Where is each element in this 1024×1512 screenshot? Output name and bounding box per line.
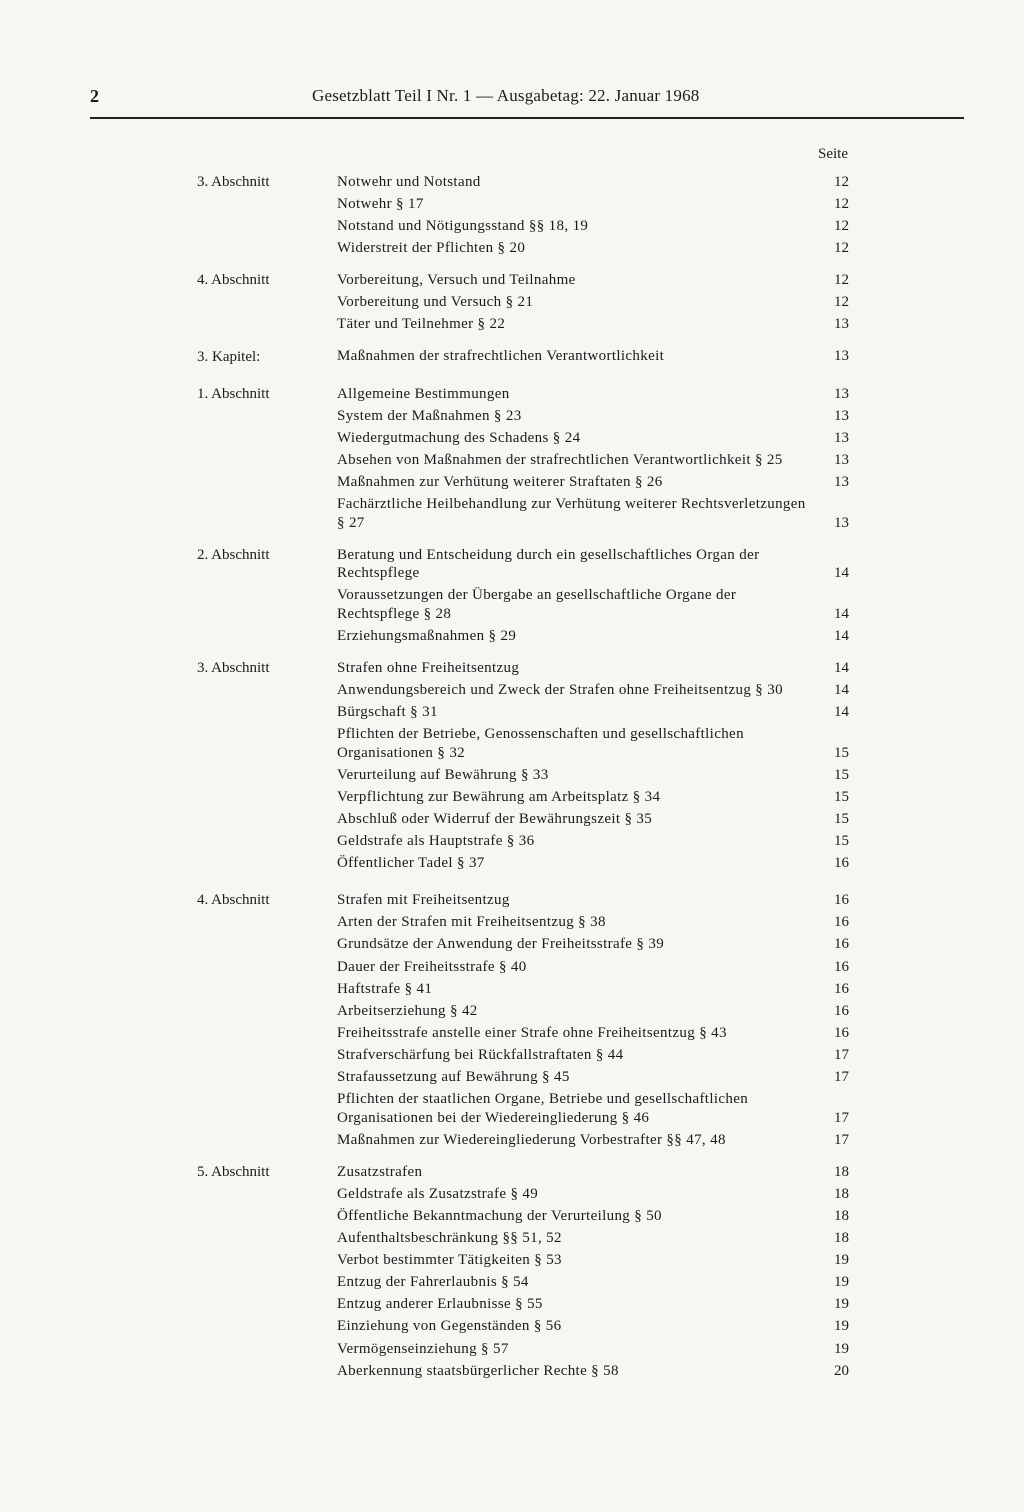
toc-entry [337,1294,849,1316]
entry-title: Voraussetzungen der Übergabe an gesellschaftliche Organe der Rechtspflege § 28 [337,587,737,622]
toc-entry [337,405,849,427]
entry-page-number: 13 [834,451,849,468]
section-label: 3. Abschnitt [197,174,270,190]
entry-page-number: 13 [834,407,849,424]
entry-page-number: 15 [834,833,849,850]
header-rule [90,117,964,119]
toc-entry [337,1088,849,1129]
entry-page-number: 14 [834,605,849,622]
toc-section [0,657,1024,874]
entry-page-number: 19 [834,1274,849,1291]
entry-title: Vorbereitung, Versuch und Teilnahme [337,272,576,289]
entry-page-number: 16 [834,1024,849,1041]
entry-title: Bürgschaft § 31 [337,704,438,721]
seite-column-label: Seite [818,146,848,162]
toc-section [0,889,1024,1151]
entry-page-number: 12 [834,195,849,212]
toc-entry [337,786,849,808]
entry-title: Erziehungsmaßnahmen § 29 [337,627,517,644]
entry-page-number: 14 [834,704,849,721]
toc-entry [337,1249,849,1271]
toc-entry [337,346,849,368]
entry-page-number: 12 [834,240,849,257]
entry-page-number: 20 [834,1362,849,1379]
entry-title: Vermögenseinziehung § 57 [337,1340,509,1357]
entry-page-number: 12 [834,173,849,190]
toc-entry [337,493,849,534]
entry-page-number: 17 [834,1131,849,1148]
section-label: 3. Abschnitt [197,660,270,677]
entry-title: Täter und Teilnehmer § 22 [337,316,506,333]
entry-title: Aufenthaltsbeschränkung §§ 51, 52 [337,1230,562,1247]
section-label: 2. Abschnitt [197,546,270,563]
toc-entry [337,1338,849,1360]
entry-title: Freiheitsstrafe anstelle einer Strafe ohne Freiheitsentzug § 43 [337,1024,727,1041]
entry-page-number: 17 [834,1046,849,1063]
entry-title: Geldstrafe als Zusatzstrafe § 49 [337,1185,539,1202]
entry-title: Verbot bestimmter Tätigkeiten § 53 [337,1252,562,1269]
entry-title: Beratung und Entscheidung durch ein gesellschaftliches Organ der Rechtspflege [337,546,760,582]
toc-section [0,1161,1024,1382]
section-label: 4. Abschnitt [197,892,270,909]
entry-page-number: 16 [834,958,849,975]
entry-title: Entzug der Fahrerlaubnis § 54 [337,1274,529,1291]
toc-entry [337,427,849,449]
entry-page-number: 17 [834,1068,849,1085]
entry-page-number: 19 [834,1340,849,1357]
toc-section [0,171,1024,259]
entry-title: Vorbereitung und Versuch § 21 [337,294,534,311]
entry-page-number: 12 [834,217,849,234]
entry-title: Pflichten der staatlichen Organe, Betriebe und gesellschaftlichen Organisationen bei der Wiedereingliederung § 46 [337,1091,749,1126]
toc-section [0,269,1024,335]
entry-page-number: 16 [834,855,849,872]
section-entries [337,171,849,259]
toc-entry [337,625,849,647]
toc-entry [337,889,849,911]
entry-page-number: 14 [834,681,849,698]
entry-title: Notwehr § 17 [337,195,424,212]
toc-entry [337,269,849,291]
entry-title: Strafaussetzung auf Bewährung § 45 [337,1068,570,1085]
entry-title: Allgemeine Bestimmungen [337,385,510,402]
section-entries [337,657,849,874]
entry-title: Fachärztliche Heilbehandlung zur Verhütung weiterer Rechtsverletzungen § 27 [337,496,806,531]
entry-title: Einziehung von Gegenständen § 56 [337,1318,562,1335]
entry-page-number: 16 [834,980,849,997]
entry-page-number: 19 [834,1318,849,1335]
entry-page-number: 13 [834,429,849,446]
toc-entry [337,852,849,874]
page-header [90,86,964,114]
section-entries [337,346,849,368]
toc-entry [337,1129,849,1151]
toc-entry [337,1205,849,1227]
entry-title: Zusatzstrafen [337,1163,423,1180]
entry-title: Notstand und Nötigungsstand §§ 18, 19 [337,217,589,234]
entry-page-number: 16 [834,914,849,931]
entry-page-number: 15 [834,810,849,827]
entry-page-number: 18 [834,1185,849,1202]
table-of-contents [0,171,1024,1392]
toc-entry [337,1316,849,1338]
entry-page-number: 19 [834,1252,849,1269]
toc-entry [337,764,849,786]
entry-page-number: 15 [834,766,849,783]
entry-page-number: 16 [834,1002,849,1019]
toc-section [0,544,1024,647]
entry-page-number: 17 [834,1109,849,1126]
section-label: 5. Abschnitt [197,1163,270,1180]
entry-title: Maßnahmen zur Wiedereingliederung Vorbestrafter §§ 47, 48 [337,1131,726,1148]
toc-entry [337,383,849,405]
section-entries [337,269,849,335]
entry-title: System der Maßnahmen § 23 [337,407,522,424]
toc-entry [337,544,849,585]
toc-entry [337,978,849,1000]
entry-page-number: 13 [834,316,849,333]
toc-entry [337,449,849,471]
entry-page-number: 12 [834,294,849,311]
page-number: 2 [90,86,99,106]
toc-entry [337,471,849,493]
toc-entry [337,657,849,679]
entry-title: Arbeitserziehung § 42 [337,1002,478,1019]
entry-page-number: 12 [834,272,849,289]
toc-entry [337,1360,849,1382]
entry-title: Dauer der Freiheitsstrafe § 40 [337,958,527,975]
entry-title: Anwendungsbereich und Zweck der Strafen ohne Freiheitsentzug § 30 [337,681,783,698]
toc-entry [337,934,849,956]
entry-title: Wiedergutmachung des Schadens § 24 [337,429,581,446]
toc-entry [337,1066,849,1088]
entry-page-number: 14 [834,627,849,644]
entry-page-number: 16 [834,936,849,953]
entry-title: Öffentliche Bekanntmachung der Verurteilung § 50 [337,1207,662,1224]
toc-entry [337,1271,849,1293]
toc-entry [337,1044,849,1066]
entry-page-number: 15 [834,744,849,761]
entry-title: Entzug anderer Erlaubnisse § 55 [337,1296,543,1313]
entry-title: Maßnahmen der strafrechtlichen Verantwortlichkeit [337,348,665,365]
entry-title: Strafverschärfung bei Rückfallstraftaten § 44 [337,1046,624,1063]
section-label: 4. Abschnitt [197,272,270,289]
entry-page-number: 15 [834,788,849,805]
toc-entry [337,1161,849,1183]
section-entries [337,383,849,534]
toc-entry [337,193,849,215]
toc-entry [337,314,849,336]
toc-entry [337,291,849,313]
section-label: 1. Abschnitt [197,385,270,402]
entry-page-number: 13 [834,385,849,402]
toc-section [0,346,1024,368]
toc-entry [337,1022,849,1044]
toc-entry [337,808,849,830]
entry-title: Abschluß oder Widerruf der Bewährungszeit § 35 [337,810,653,827]
entry-page-number: 13 [834,473,849,490]
toc-entry [337,723,849,764]
toc-entry [337,237,849,259]
toc-entry [337,701,849,723]
section-label: 3. Kapitel: [197,348,261,365]
entry-page-number: 14 [834,659,849,676]
entry-title: Strafen mit Freiheitsentzug [337,892,510,909]
entry-page-number: 13 [834,348,849,365]
entry-title: Maßnahmen zur Verhütung weiterer Straftaten § 26 [337,473,663,490]
toc-entry [337,679,849,701]
toc-section [0,383,1024,534]
toc-entry [337,1183,849,1205]
header-title: Gesetzblatt Teil I Nr. 1 — Ausgabetag: 22. Januar 1968 [312,86,700,105]
section-entries [337,1161,849,1382]
entry-title: Pflichten der Betriebe, Genossenschaften und gesellschaftlichen Organisationen § 32 [337,726,744,761]
entry-title: Haftstrafe § 41 [337,980,433,997]
entry-page-number: 13 [834,514,849,531]
entry-title: Verurteilung auf Bewährung § 33 [337,766,549,783]
entry-title: Verpflichtung zur Bewährung am Arbeitsplatz § 34 [337,788,661,805]
toc-entry [337,171,849,193]
entry-page-number: 16 [834,892,849,909]
section-entries [337,544,849,647]
toc-entry [337,215,849,237]
entry-page-number: 18 [834,1163,849,1180]
entry-title: Aberkennung staatsbürgerlicher Rechte § 58 [337,1362,619,1379]
entry-page-number: 14 [834,565,849,582]
entry-title: Absehen von Maßnahmen der strafrechtlichen Verantwortlichkeit § 25 [337,451,783,468]
toc-entry [337,1227,849,1249]
toc-entry [337,1000,849,1022]
toc-entry [337,956,849,978]
entry-title: Notwehr und Notstand [337,173,481,190]
entry-title: Strafen ohne Freiheitsentzug [337,659,520,676]
entry-title: Öffentlicher Tadel § 37 [337,855,485,872]
entry-title: Arten der Strafen mit Freiheitsentzug § 38 [337,914,606,931]
entry-title: Grundsätze der Anwendung der Freiheitsstrafe § 39 [337,936,665,953]
entry-page-number: 19 [834,1296,849,1313]
toc-entry [337,830,849,852]
entry-title: Widerstreit der Pflichten § 20 [337,240,526,257]
entry-page-number: 18 [834,1230,849,1247]
entry-page-number: 18 [834,1207,849,1224]
toc-entry [337,912,849,934]
section-entries [337,889,849,1151]
toc-entry [337,584,849,625]
entry-title: Geldstrafe als Hauptstrafe § 36 [337,833,535,850]
